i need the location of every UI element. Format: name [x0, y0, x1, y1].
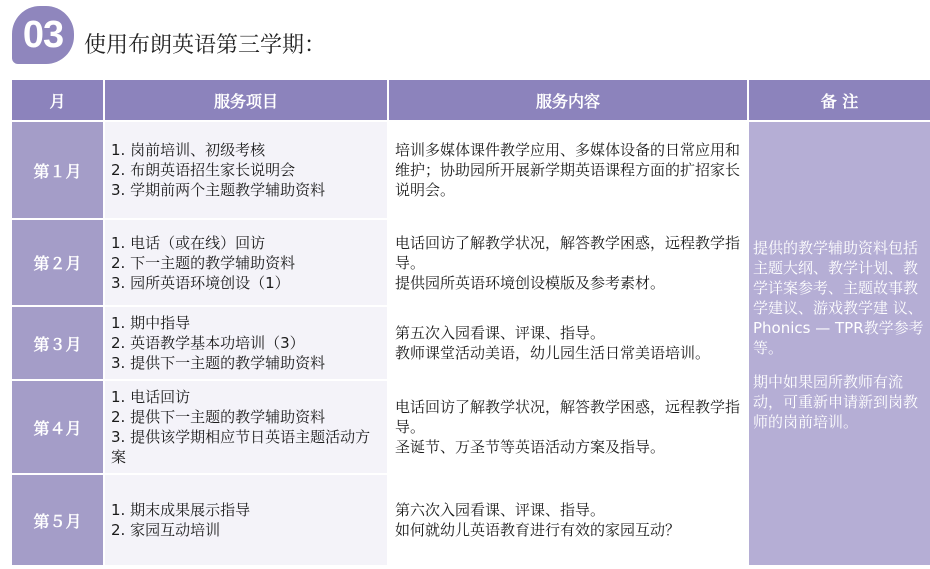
header-service-items: 服务项目 — [105, 80, 387, 120]
month-cell: 第３月 — [12, 307, 103, 379]
service-item: 2. 下一主题的教学辅助资料 — [111, 253, 296, 272]
service-schedule-table — [10, 78, 930, 567]
service-content-text: 电话回访了解教学状况，解答教学困惑，远程教学指导。 — [395, 233, 741, 272]
remarks-cell — [749, 122, 930, 565]
remarks-text: 期中如果园所教师有流动，可重新申请新到岗教师的岗前培训。 — [753, 373, 919, 431]
table-row — [12, 122, 930, 218]
service-item: 1. 期末成果展示指导 — [111, 501, 251, 519]
service-content-text: 培训多媒体课件教学应用、多媒体设备的日常应用和维护；协助园所开展新学期英语课程方面的扩招家长说明会。 — [395, 141, 741, 199]
service-content-text: 第五次入园看课、评课、指导。 — [395, 324, 606, 342]
month-cell: 第１月 — [12, 122, 103, 218]
service-item: 3. 提供下一主题的教学辅助资料 — [111, 354, 326, 372]
service-item: 2. 家园互动培训 — [111, 521, 221, 539]
table-header-row — [12, 80, 930, 120]
header-service-content: 服务内容 — [389, 80, 747, 120]
service-content-cell — [389, 220, 747, 305]
header-month: 月 — [12, 80, 103, 120]
service-content-text: 第六次入园看课、评课、指导。 — [395, 501, 606, 519]
service-item: 2. 布朗英语招生家长说明会 — [111, 161, 296, 179]
service-content-cell — [389, 307, 747, 379]
service-item: 1. 电话回访 — [111, 388, 191, 406]
service-content-text: 圣诞节、万圣节等英语活动方案及指导。 — [395, 438, 666, 456]
service-items-cell — [105, 475, 387, 565]
service-items-cell — [105, 307, 387, 379]
section-number-badge: 03 — [12, 6, 74, 64]
service-item: 1. 岗前培训、初级考核 — [111, 141, 266, 159]
service-item: 3. 园所英语环境创设（1） — [111, 273, 290, 292]
service-content-cell — [389, 381, 747, 473]
service-item: 3. 学期前两个主题教学辅助资料 — [111, 181, 326, 199]
service-content-cell — [389, 475, 747, 565]
service-item: 1. 期中指导 — [111, 314, 191, 332]
service-item: 2. 英语教学基本功培训（3） — [111, 334, 305, 352]
service-content-text: 教师课堂活动美语，幼儿园生活日常美语培训。 — [395, 344, 711, 362]
month-cell: 第４月 — [12, 381, 103, 473]
service-content-text: 提供园所英语环境创设模版及参考素材。 — [395, 273, 666, 292]
service-content-text: 电话回访了解教学状况，解答教学困惑，远程教学指导。 — [395, 398, 741, 436]
header-remarks: 备 注 — [749, 80, 930, 120]
month-cell: 第５月 — [12, 475, 103, 565]
service-item: 2. 提供下一主题的教学辅助资料 — [111, 408, 326, 426]
section-heading: 使用布朗英语第三学期： — [84, 33, 327, 58]
service-items-cell — [105, 122, 387, 218]
service-items-cell — [105, 220, 387, 305]
service-item: 1. 电话（或在线）回访 — [111, 233, 266, 252]
service-item: 3. 提供该学期相应节日英语主题活动方案 — [111, 428, 371, 466]
month-cell: 第２月 — [12, 220, 103, 305]
remarks-text: 提供的教学辅助资料包括主题大纲、教学计划、教学详案参考、主题故事教学建议、游戏教学建 议、Phonics — TPR教学参考等。 — [753, 239, 924, 357]
service-content-text: 如何就幼儿英语教育进行有效的家园互动？ — [395, 521, 681, 539]
service-content-cell — [389, 122, 747, 218]
service-items-cell — [105, 381, 387, 473]
